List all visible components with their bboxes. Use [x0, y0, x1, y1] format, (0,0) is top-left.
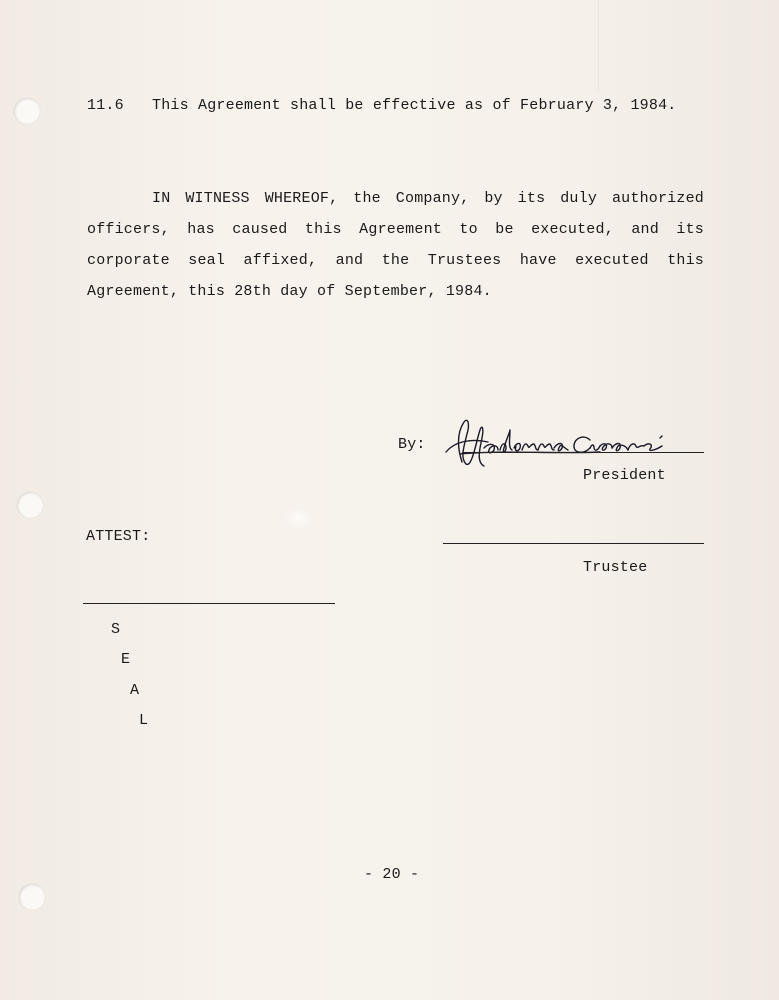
punch-hole-middle	[17, 492, 43, 518]
attest-signature-line	[83, 603, 335, 604]
president-signature-line	[462, 452, 704, 453]
paper-crease	[598, 0, 599, 90]
witness-line-2: officers, has caused this Agreement to be executed, and its	[87, 221, 704, 238]
by-label: By:	[398, 436, 426, 453]
paper-smudge	[284, 508, 312, 528]
seal-letter-a: A	[130, 682, 140, 699]
punch-hole-top	[14, 98, 40, 124]
handwritten-signature	[440, 412, 710, 482]
section-text: This Agreement shall be effective as of February 3, 1984.	[152, 97, 677, 114]
witness-line-3: corporate seal affixed, and the Trustees have executed this	[87, 252, 704, 269]
section-number: 11.6	[87, 97, 124, 114]
trustee-signature-line	[443, 543, 704, 544]
seal-letter-e: E	[121, 651, 131, 668]
seal-letter-l: L	[139, 712, 149, 729]
seal-letter-s: S	[111, 621, 121, 638]
president-label: President	[583, 467, 666, 484]
trustee-label: Trustee	[583, 559, 648, 576]
page-number: - 20 -	[364, 866, 420, 883]
punch-hole-bottom	[19, 884, 45, 910]
attest-label: ATTEST:	[86, 528, 151, 545]
witness-line-4: Agreement, this 28th day of September, 1984.	[87, 283, 492, 300]
witness-line-1: IN WITNESS WHEREOF, the Company, by its duly authorized	[152, 190, 704, 207]
